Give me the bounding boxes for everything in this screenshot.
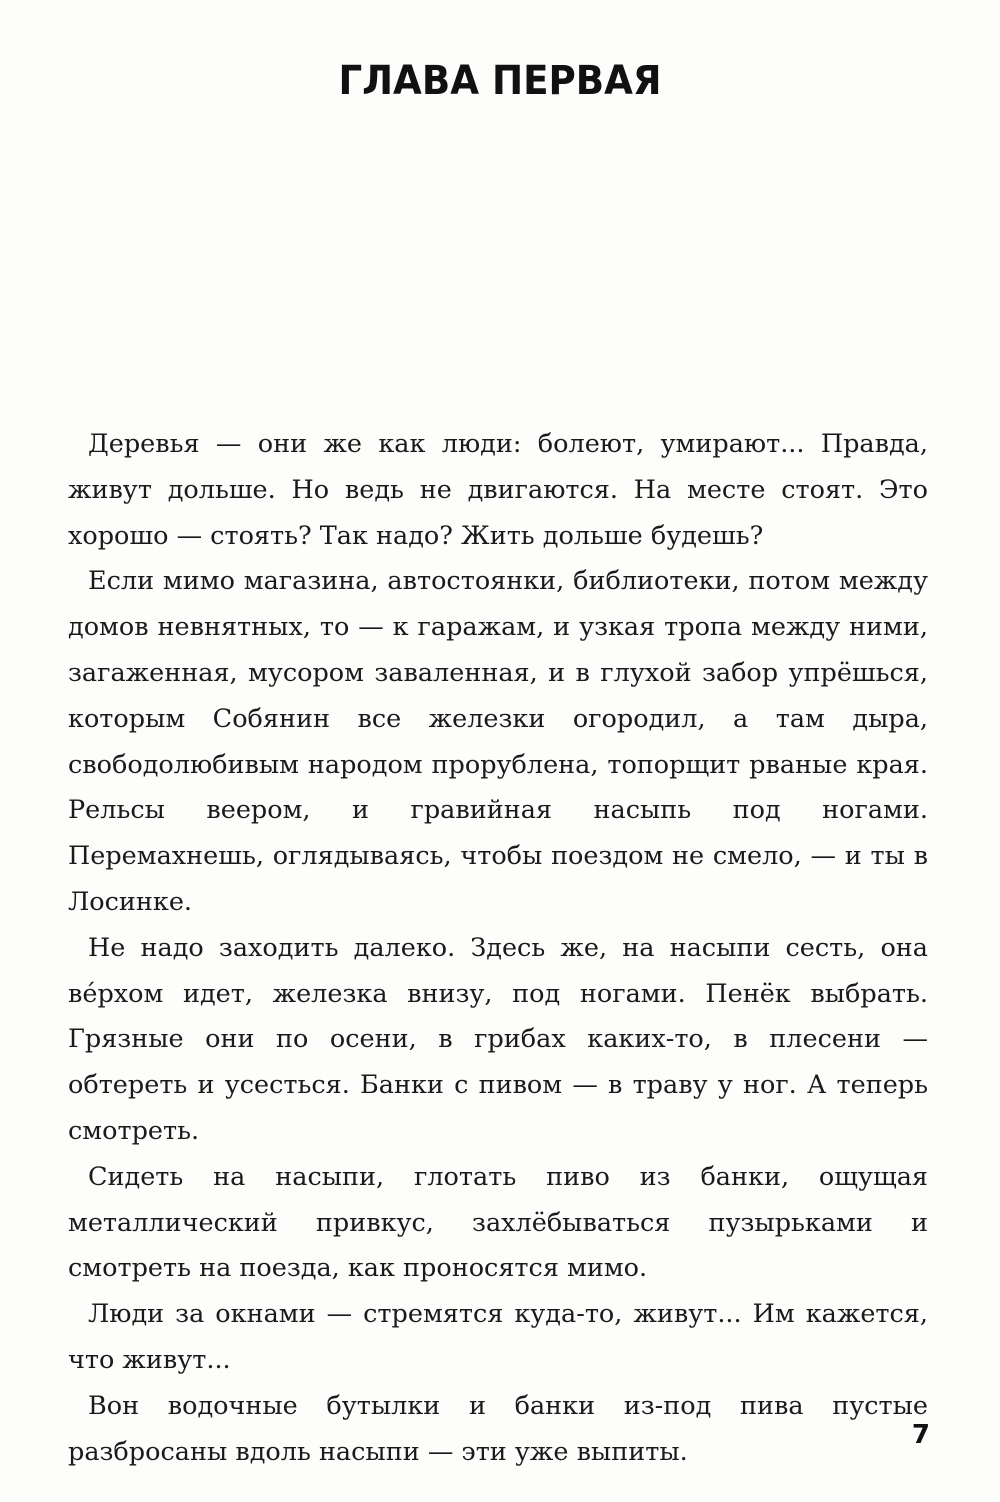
paragraph: Если мимо магазина, автостоянки, библиотеки, потом между домов невнятных, то — к гаражам, и узкая тропа между ними, загаженная, мусором заваленная, и в глухой забор упрёшься, которым Собянин все железки огородил, а там дыра, свободолюбивым народом прорублена, топорщит рваные края. Рельсы веером, и гравийная насыпь под ногами. Перемахнешь, оглядываясь, чтобы поездом не смело, — и ты в Лосинке. <box>68 566 928 917</box>
paragraph: Сидеть на насыпи, глотать пиво из банки, ощущая металлический привкус, захлёбываться пузырьками и смотреть на поезда, как проносятся мимо. <box>68 1161 928 1284</box>
body-text <box>68 422 928 1475</box>
paragraph: Вон водочные бутылки и банки из-под пива пустые разбросаны вдоль насыпи — эти уже выпиты. <box>68 1390 928 1467</box>
paragraph: Деревья — они же как люди: болеют, умирают... Правда, живут дольше. Но ведь не двигаются. На месте стоят. Это хорошо — стоять? Так надо? Жить дольше будешь? <box>68 429 928 551</box>
chapter-title: ГЛАВА ПЕРВАЯ <box>338 58 662 104</box>
page-number: 7 <box>911 1420 930 1450</box>
paragraph: Не надо заходить далеко. Здесь же, на насыпи сесть, она вéрхом идет, железка внизу, под ногами. Пенёк выбрать. Грязные они по осени, в грибах каких-то, в плесени — обтереть и усесться. Банки с пивом — в траву у ног. А теперь смотреть. <box>68 932 928 1146</box>
paragraph: Люди за окнами — стремятся куда-то, живут... Им кажется, что живут... <box>68 1299 928 1375</box>
